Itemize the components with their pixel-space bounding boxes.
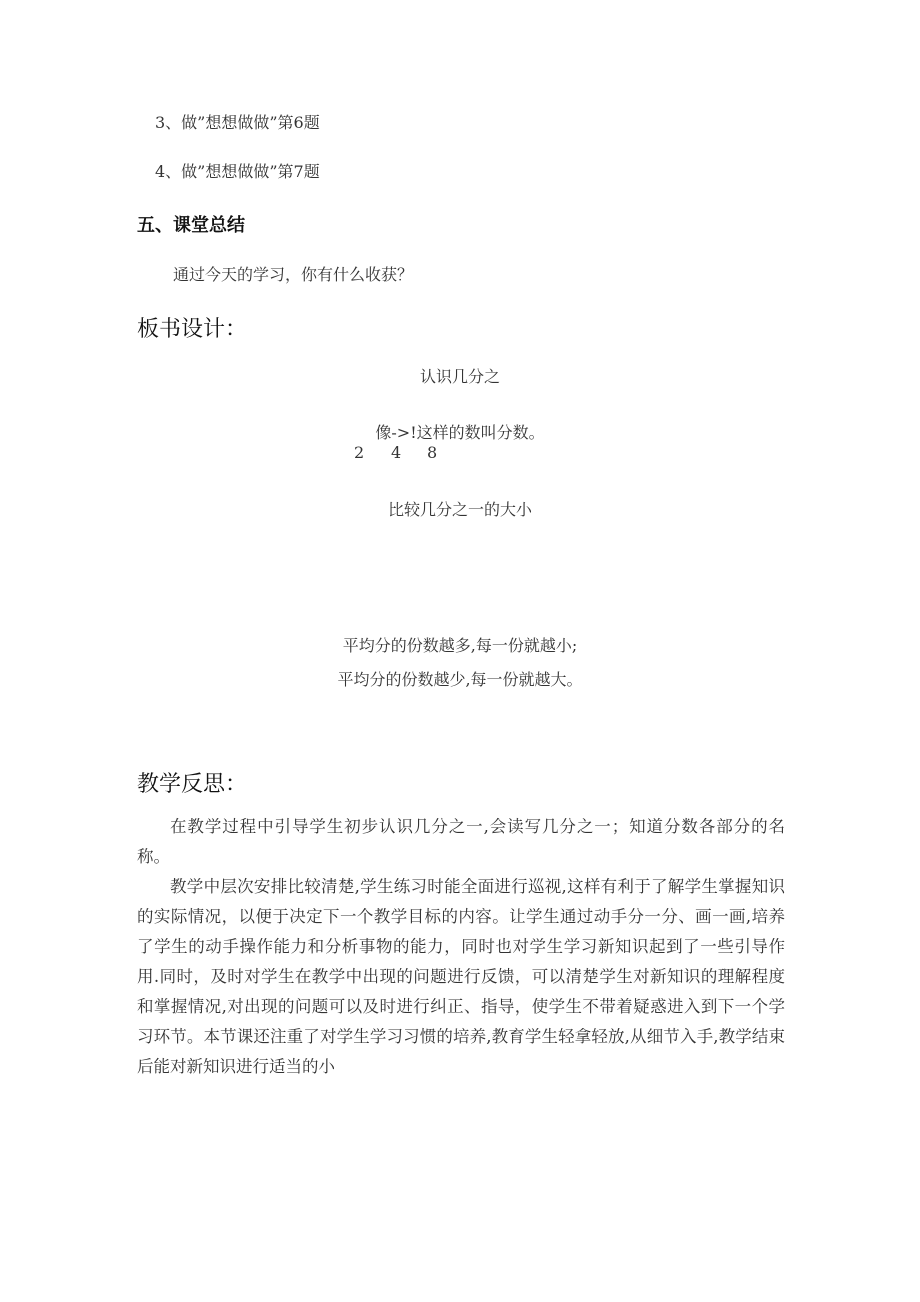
reflection-paragraph-2: 教学中层次安排比较清楚,学生练习时能全面进行巡视,这样有利于了解学生掌握知识的实际情况，以便于决定下一个教学目标的内容。让学生通过动手分一分、画一画,培养了学生的动手操作能力和分析事物的能力，同时也对学生学习新知识起到了一些引导作用.同时，及时对学生在教学中出现的问题进行反馈，可以清楚学生对新知识的理解程度和掌握情况,对出现的问题可以及时进行纠正、指导，使学生不带着疑惑进入到下一个学习环节。本节课还注重了对学生学习习惯的培养,教育学生轻拿轻放,从细节入手,教学结束后能对新知识进行适当的小 xyxy=(137,877,785,1076)
board-title: 认识几分之 xyxy=(419,367,500,386)
denominator-4: 4 xyxy=(391,443,402,462)
section-heading-summary: 五、课堂总结 xyxy=(137,215,245,236)
board-definition: 像->!这样的数叫分数。 xyxy=(375,423,545,442)
exercise-item-4: 4、做”想想做做”第7题 xyxy=(155,162,320,181)
denominator-8: 8 xyxy=(427,443,438,462)
board-rule-fewer: 平均分的份数越少,每一份就越大。 xyxy=(337,670,583,689)
reflection-paragraph-1: 在教学过程中引导学生初步认识几分之一,会读写几分之一；知道分数各部分的名称。 xyxy=(137,817,785,866)
board-design-heading: 板书设计： xyxy=(137,317,248,342)
denominator-2: 2 xyxy=(354,443,365,462)
board-rule-more: 平均分的份数越多,每一份就越小; xyxy=(342,636,578,655)
reflection-body xyxy=(137,812,785,1082)
board-compare-title: 比较几分之一的大小 xyxy=(387,500,532,519)
summary-question: 通过今天的学习，你有什么收获？ xyxy=(173,265,414,284)
reflection-heading: 教学反思： xyxy=(137,772,248,797)
exercise-item-3: 3、做”想想做做”第6题 xyxy=(155,113,320,132)
